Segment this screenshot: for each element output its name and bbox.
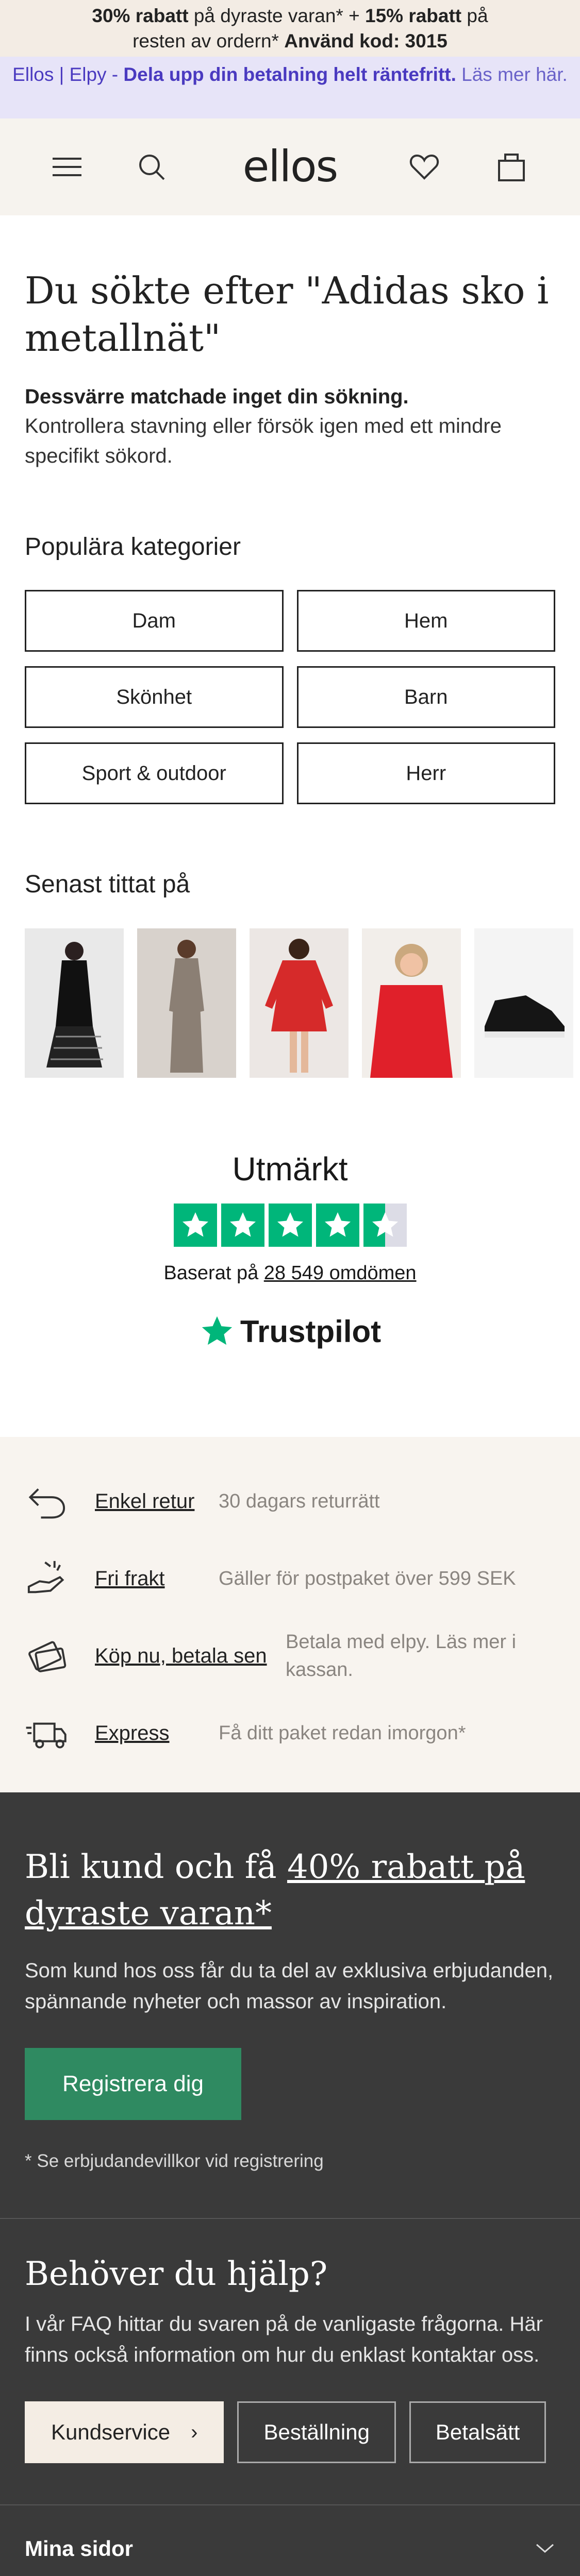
star-icon bbox=[316, 1204, 359, 1247]
star-icon bbox=[269, 1204, 312, 1247]
tab-kundservice[interactable]: Kundservice › bbox=[25, 2401, 224, 2463]
usp-label[interactable]: Fri frakt bbox=[95, 1567, 165, 1590]
heart-icon[interactable] bbox=[408, 150, 441, 183]
elpy-banner[interactable] bbox=[0, 57, 580, 118]
usp-text: Gäller för postpaket över 599 SEK bbox=[219, 1568, 516, 1589]
trustpilot-rating-word: Utmärkt bbox=[232, 1150, 348, 1188]
usp-row[interactable] bbox=[25, 1540, 555, 1617]
ellos-logo[interactable]: ellos bbox=[242, 141, 338, 192]
category-button-herr[interactable]: Herr bbox=[297, 742, 556, 804]
signup-text: Som kund hos oss får du ta del av exklusiva erbjudanden, spännande nyheter och massor av inspiration. bbox=[25, 1959, 554, 2013]
trustpilot-wordmark: Trustpilot bbox=[240, 1314, 382, 1349]
chevron-down-icon bbox=[535, 2543, 555, 2555]
recent-product-image[interactable] bbox=[362, 928, 461, 1078]
trustpilot-reviews-link[interactable]: 28 549 omdömen bbox=[263, 1262, 417, 1284]
elpy-prefix: Ellos | Elpy - bbox=[12, 64, 124, 85]
elpy-message: Dela upp din betalning helt räntefritt. bbox=[123, 64, 456, 85]
recent-product-image[interactable] bbox=[137, 928, 236, 1078]
no-results-message: Dessvärre matchade inget din sökning. bbox=[25, 385, 409, 408]
express-truck-icon bbox=[25, 1711, 68, 1755]
promo-text-3: resten av ordern* bbox=[132, 30, 285, 52]
usp-row[interactable] bbox=[25, 1463, 555, 1540]
promo-discount-1: 30% rabatt bbox=[92, 5, 189, 26]
half-star-icon bbox=[363, 1204, 407, 1247]
free-shipping-hand-icon bbox=[25, 1557, 68, 1600]
recently-viewed-carousel[interactable] bbox=[0, 928, 580, 1078]
category-grid bbox=[25, 590, 555, 804]
recent-product-image[interactable] bbox=[25, 928, 124, 1078]
register-button[interactable]: Registrera dig bbox=[25, 2048, 241, 2120]
tab-betalsatt[interactable]: Betalsätt bbox=[409, 2401, 546, 2463]
trustpilot-stars bbox=[0, 1204, 580, 1247]
category-button-skonhet[interactable]: Skönhet bbox=[25, 666, 284, 728]
popular-categories-title: Populära kategorier bbox=[25, 533, 241, 561]
usp-label[interactable]: Köp nu, betala sen bbox=[95, 1644, 267, 1667]
signup-offer-link[interactable]: 40% rabatt på dyraste varan* bbox=[25, 1848, 525, 1933]
trustpilot-review-count: Baserat på 28 549 omdömen bbox=[163, 1262, 417, 1284]
trustpilot-logo[interactable] bbox=[0, 1313, 580, 1349]
category-button-barn[interactable]: Barn bbox=[297, 666, 556, 728]
help-text: I vår FAQ hittar du svaren på de vanligaste frågorna. Här finns också information om hur du enklast kontaktar oss. bbox=[25, 2313, 543, 2366]
promo-banner[interactable] bbox=[0, 0, 580, 57]
site-footer bbox=[0, 1792, 580, 2576]
return-arrow-icon bbox=[25, 1480, 68, 1523]
signup-terms: * Se erbjudandevillkor vid registrering bbox=[25, 2151, 324, 2171]
tab-bestallning[interactable]: Beställning bbox=[237, 2401, 395, 2463]
promo-text-2: på bbox=[461, 5, 488, 26]
pay-later-card-icon bbox=[25, 1634, 68, 1677]
category-button-sport-outdoor[interactable]: Sport & outdoor bbox=[25, 742, 284, 804]
usp-row[interactable] bbox=[25, 1694, 555, 1772]
trustpilot-widget[interactable] bbox=[0, 1150, 580, 1349]
usp-text: 30 dagars returrätt bbox=[219, 1490, 380, 1512]
help-tabs bbox=[25, 2401, 580, 2463]
search-result-title: Du sökte efter "Adidas sko i metallnät" bbox=[25, 269, 549, 360]
promo-text-1: på dyraste varan* + bbox=[188, 5, 365, 26]
signup-title: Bli kund och få 40% rabatt på dyraste varan* bbox=[25, 1848, 525, 1933]
recent-product-image[interactable] bbox=[474, 928, 573, 1078]
promo-discount-2: 15% rabatt bbox=[365, 5, 462, 26]
usp-label[interactable]: Enkel retur bbox=[95, 1489, 195, 1513]
usp-text: Betala med elpy. Läs mer i kassan. bbox=[286, 1631, 517, 1681]
category-button-hem[interactable]: Hem bbox=[297, 590, 556, 652]
category-button-dam[interactable]: Dam bbox=[25, 590, 284, 652]
search-tip: Kontrollera stavning eller försök igen med ett mindre specifikt sökord. bbox=[25, 415, 502, 467]
usp-text: Få ditt paket redan imorgon* bbox=[219, 1722, 466, 1744]
signup-section bbox=[0, 1792, 580, 2219]
usp-section bbox=[0, 1437, 580, 1792]
promo-code: Använd kod: 3015 bbox=[284, 30, 448, 52]
elpy-read-more-link[interactable]: Läs mer här. bbox=[456, 64, 568, 85]
usp-row[interactable] bbox=[25, 1617, 555, 1694]
shopping-bag-icon[interactable] bbox=[495, 150, 528, 183]
site-header bbox=[0, 118, 580, 215]
star-icon bbox=[221, 1204, 264, 1247]
usp-label[interactable]: Express bbox=[95, 1721, 170, 1744]
accordion-mina-sidor[interactable]: Mina sidor bbox=[0, 2505, 580, 2576]
help-section bbox=[0, 2219, 580, 2505]
recent-product-image[interactable] bbox=[250, 928, 349, 1078]
help-title: Behöver du hjälp? bbox=[25, 2255, 328, 2293]
footer-accordion bbox=[0, 2505, 580, 2576]
trustpilot-star-icon bbox=[199, 1313, 235, 1349]
recently-viewed-title: Senast tittat på bbox=[25, 871, 190, 898]
star-icon bbox=[174, 1204, 217, 1247]
